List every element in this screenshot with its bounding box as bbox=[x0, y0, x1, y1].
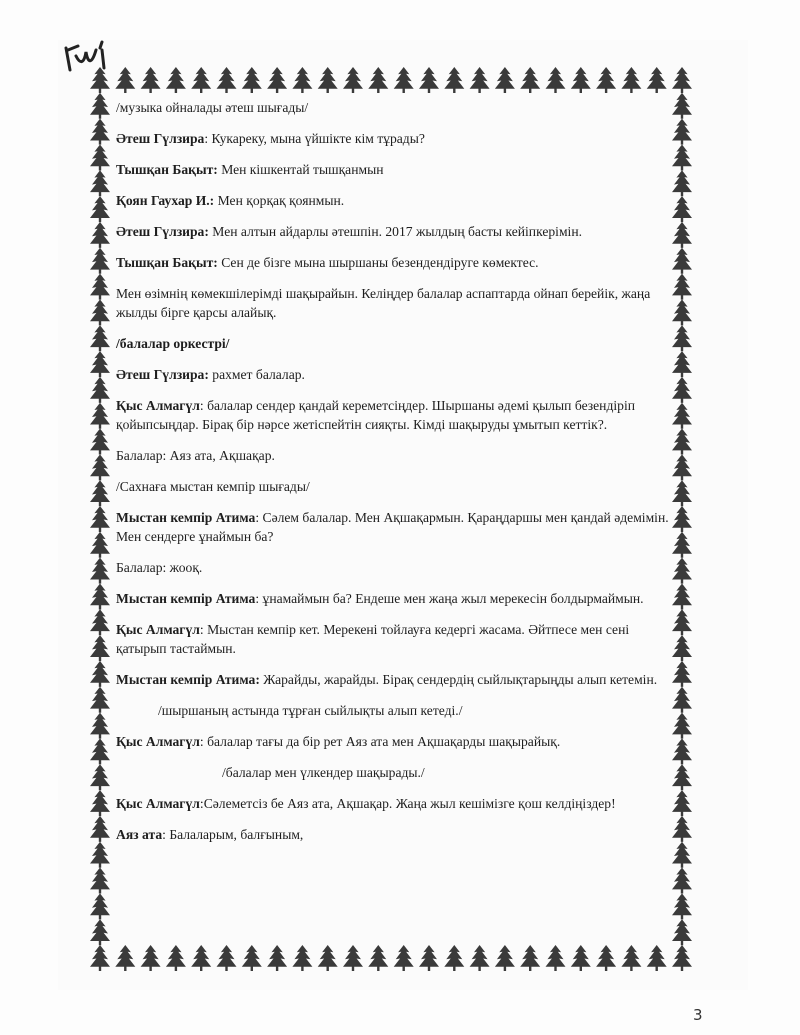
fir-tree-icon bbox=[343, 945, 363, 971]
dialogue-line bbox=[116, 794, 674, 813]
fir-tree-icon bbox=[672, 429, 692, 455]
fir-tree-icon bbox=[672, 558, 692, 584]
fir-tree-icon bbox=[318, 67, 338, 93]
fir-tree-icon bbox=[596, 945, 616, 971]
dialogue-line bbox=[116, 589, 674, 608]
fir-tree-icon bbox=[419, 67, 439, 93]
fir-tree-icon bbox=[90, 480, 110, 506]
fir-tree-icon bbox=[90, 196, 110, 222]
line-text: Мен алтын айдарлы әтешпін. 2017 жылдың басты кейіпкерімін. bbox=[212, 224, 583, 239]
separator: : bbox=[255, 510, 263, 525]
separator: : bbox=[199, 734, 208, 749]
fir-tree-icon bbox=[90, 764, 110, 790]
dialogue-line bbox=[116, 191, 674, 210]
dialogue-line bbox=[116, 732, 674, 751]
fir-tree-icon bbox=[90, 403, 110, 429]
fir-tree-icon bbox=[520, 945, 540, 971]
speaker-name: Тышқан Бақыт: bbox=[116, 255, 218, 270]
fir-tree-icon bbox=[90, 454, 110, 480]
line-text: Мыстан кемпір кет. Мерекені тойлауға кедергі жасама. Әйтпесе мен сені қатырып тастаймын. bbox=[116, 622, 630, 656]
fir-tree-icon bbox=[267, 67, 287, 93]
speaker-name: Мыстан кемпір Атима: bbox=[116, 672, 260, 687]
fir-tree-icon bbox=[672, 325, 692, 351]
fir-tree-icon bbox=[520, 67, 540, 93]
fir-tree-icon bbox=[191, 945, 211, 971]
fir-tree-icon bbox=[394, 945, 414, 971]
fir-tree-icon bbox=[166, 945, 186, 971]
fir-tree-icon bbox=[90, 429, 110, 455]
separator: : bbox=[199, 622, 208, 637]
speaker-name: Мыстан кемпір Атима bbox=[116, 510, 256, 525]
page-number: 3 bbox=[693, 1006, 703, 1024]
fir-tree-icon bbox=[470, 945, 490, 971]
line-text: Мен қорқақ қоянмын. bbox=[217, 193, 345, 208]
fir-tree-icon bbox=[242, 67, 262, 93]
fir-tree-icon bbox=[672, 919, 692, 945]
fir-tree-icon bbox=[470, 67, 490, 93]
fir-tree-icon bbox=[90, 145, 110, 171]
fir-tree-icon bbox=[596, 67, 616, 93]
line-text: /балалар мен үлкендер шақырады./ bbox=[222, 765, 425, 780]
fir-tree-icon bbox=[90, 661, 110, 687]
fir-tree-icon bbox=[495, 945, 515, 971]
fir-tree-icon bbox=[672, 893, 692, 919]
dialogue-line bbox=[116, 825, 674, 844]
fir-tree-icon bbox=[672, 67, 692, 93]
speaker-name: Қыс Алмагүл bbox=[116, 398, 200, 413]
line-text: /Сахнаға мыстан кемпір шығады/ bbox=[116, 479, 310, 494]
fir-tree-icon bbox=[90, 919, 110, 945]
separator: : bbox=[204, 131, 212, 146]
fir-tree-icon bbox=[191, 67, 211, 93]
fir-tree-icon bbox=[672, 609, 692, 635]
dialogue-line bbox=[116, 763, 674, 782]
fir-tree-icon bbox=[90, 506, 110, 532]
fir-tree-icon bbox=[90, 377, 110, 403]
fir-tree-icon bbox=[267, 945, 287, 971]
fir-tree-icon bbox=[318, 945, 338, 971]
fir-tree-icon bbox=[115, 945, 135, 971]
fir-tree-icon bbox=[672, 93, 692, 119]
fir-tree-icon bbox=[217, 945, 237, 971]
fir-tree-icon bbox=[672, 377, 692, 403]
fir-tree-icon bbox=[141, 67, 161, 93]
fir-tree-icon bbox=[672, 480, 692, 506]
dialogue-line bbox=[116, 701, 674, 720]
fir-tree-icon bbox=[672, 790, 692, 816]
fir-tree-icon bbox=[90, 299, 110, 325]
fir-tree-icon bbox=[672, 506, 692, 532]
dialogue-line bbox=[116, 365, 674, 384]
line-text: Балалар: Аяз ата, Ақшақар. bbox=[116, 448, 275, 463]
fir-tree-icon bbox=[672, 351, 692, 377]
line-text: ұнамаймын ба? Ендеше мен жаңа жыл мерекесін болдырмаймын. bbox=[262, 591, 644, 606]
dialogue-line bbox=[116, 620, 674, 658]
fir-tree-icon bbox=[90, 222, 110, 248]
line-text: Сәлем балалар. Мен Ақшақармын. Қараңдаршы мен қандай әдемімін. Мен сендерге ұнаймын ба? bbox=[116, 510, 669, 544]
fir-tree-icon bbox=[672, 661, 692, 687]
fir-tree-icon bbox=[647, 67, 667, 93]
speaker-name: Қыс Алмагүл bbox=[116, 734, 200, 749]
fir-tree-icon bbox=[90, 532, 110, 558]
fir-tree-icon bbox=[621, 945, 641, 971]
separator: : bbox=[199, 796, 204, 811]
fir-tree-icon bbox=[242, 945, 262, 971]
fir-tree-icon bbox=[672, 532, 692, 558]
fir-tree-icon bbox=[444, 67, 464, 93]
speaker-name: Қоян Гаухар И.: bbox=[116, 193, 215, 208]
dialogue-line bbox=[116, 670, 674, 689]
fir-tree-icon bbox=[90, 325, 110, 351]
fir-tree-icon bbox=[672, 274, 692, 300]
fir-tree-icon bbox=[672, 119, 692, 145]
line-text: Сен де бізге мына шыршаны безендендіруге көмектес. bbox=[221, 255, 539, 270]
line-text: рахмет балалар. bbox=[212, 367, 305, 382]
fir-tree-icon bbox=[672, 687, 692, 713]
dialogue-line bbox=[116, 129, 674, 148]
speaker-name: Қыс Алмагүл bbox=[116, 622, 200, 637]
fir-tree-icon bbox=[419, 945, 439, 971]
fir-tree-icon bbox=[217, 67, 237, 93]
speaker-name: Әтеш Гүлзира: bbox=[116, 367, 209, 382]
fir-tree-icon bbox=[672, 945, 692, 971]
fir-tree-icon bbox=[571, 67, 591, 93]
fir-tree-icon bbox=[292, 67, 312, 93]
speaker-name: Әтеш Гүлзира bbox=[116, 131, 205, 146]
separator: : bbox=[199, 398, 208, 413]
fir-tree-icon bbox=[90, 274, 110, 300]
fir-tree-icon bbox=[90, 687, 110, 713]
line-text: Жарайды, жарайды. Бірақ сендердің сыйлықтарыңды алып кетемін. bbox=[263, 672, 658, 687]
fir-tree-icon bbox=[90, 351, 110, 377]
separator: : bbox=[255, 591, 263, 606]
separator: : bbox=[162, 827, 170, 842]
fir-tree-icon bbox=[672, 635, 692, 661]
dialogue-line bbox=[116, 253, 674, 272]
fir-tree-icon bbox=[546, 945, 566, 971]
dialogue-line bbox=[116, 222, 674, 241]
line-text: /музыка ойналады әтеш шығады/ bbox=[116, 100, 309, 115]
line-text: Мен кішкентай тышқанмын bbox=[221, 162, 384, 177]
fir-tree-icon bbox=[444, 945, 464, 971]
fir-tree-icon bbox=[368, 945, 388, 971]
line-text: Балаларым, балғыным, bbox=[169, 827, 304, 842]
line-text: балалар тағы да бір рет Аяз ата мен Ақшақарды шақырайық. bbox=[207, 734, 561, 749]
fir-tree-icon bbox=[90, 816, 110, 842]
fir-tree-icon bbox=[141, 945, 161, 971]
fir-tree-icon bbox=[672, 299, 692, 325]
dialogue-line bbox=[116, 98, 674, 117]
fir-tree-icon bbox=[90, 584, 110, 610]
fir-tree-icon bbox=[90, 119, 110, 145]
fir-tree-icon bbox=[672, 764, 692, 790]
fir-tree-icon bbox=[90, 609, 110, 635]
line-text: /шыршаның астында тұрған сыйлықты алып кетеді./ bbox=[158, 703, 463, 718]
line-text: балалар сендер қандай кереметсіңдер. Шыршаны әдемі қылып безендіріп қойыпсыңдар. Бірақ бір нәрсе жетіспейтін сияқты. Кімді шақыруды ұмытып кеттік?. bbox=[116, 398, 635, 432]
speaker-name: Тышқан Бақыт: bbox=[116, 162, 218, 177]
dialogue-line bbox=[116, 284, 674, 322]
fir-tree-icon bbox=[90, 945, 110, 971]
dialogue-line bbox=[116, 160, 674, 179]
fir-tree-icon bbox=[672, 454, 692, 480]
fir-tree-icon bbox=[672, 403, 692, 429]
fir-tree-icon bbox=[571, 945, 591, 971]
fir-tree-icon bbox=[672, 196, 692, 222]
fir-tree-icon bbox=[343, 67, 363, 93]
dialogue-line bbox=[116, 558, 674, 577]
speaker-name: Қыс Алмагүл bbox=[116, 796, 200, 811]
line-text: Мен өзімнің көмекшілерімді шақырайын. Келіңдер балалар аспаптарда ойнап берейік, жаңа жылды бірге қарсы алайық. bbox=[116, 286, 651, 320]
fir-tree-icon bbox=[90, 738, 110, 764]
fir-tree-icon bbox=[90, 868, 110, 894]
script-text bbox=[116, 98, 674, 856]
handwritten-mark bbox=[62, 38, 122, 78]
fir-tree-icon bbox=[90, 93, 110, 119]
fir-tree-icon bbox=[672, 738, 692, 764]
fir-tree-icon bbox=[672, 584, 692, 610]
fir-tree-icon bbox=[90, 248, 110, 274]
speaker-name: Аяз ата bbox=[116, 827, 163, 842]
speaker-name: Әтеш Гүлзира: bbox=[116, 224, 209, 239]
dialogue-line bbox=[116, 396, 674, 434]
fir-tree-icon bbox=[90, 558, 110, 584]
fir-tree-icon bbox=[166, 67, 186, 93]
fir-tree-icon bbox=[672, 842, 692, 868]
fir-tree-icon bbox=[672, 868, 692, 894]
fir-tree-icon bbox=[368, 67, 388, 93]
dialogue-line bbox=[116, 334, 674, 353]
speaker-name: /балалар оркестрі/ bbox=[116, 336, 230, 351]
fir-tree-icon bbox=[90, 790, 110, 816]
dialogue-line bbox=[116, 446, 674, 465]
fir-tree-icon bbox=[495, 67, 515, 93]
fir-tree-icon bbox=[621, 67, 641, 93]
dialogue-line bbox=[116, 477, 674, 496]
fir-tree-icon bbox=[546, 67, 566, 93]
fir-tree-icon bbox=[90, 713, 110, 739]
fir-tree-icon bbox=[672, 222, 692, 248]
line-text: Балалар: жооқ. bbox=[116, 560, 203, 575]
fir-tree-icon bbox=[672, 816, 692, 842]
line-text: Кукареку, мына үйшікте кім тұрады? bbox=[211, 131, 425, 146]
fir-tree-icon bbox=[672, 248, 692, 274]
fir-tree-icon bbox=[647, 945, 667, 971]
fir-tree-icon bbox=[394, 67, 414, 93]
fir-tree-icon bbox=[90, 893, 110, 919]
fir-tree-icon bbox=[90, 842, 110, 868]
line-text: Сәлеметсіз бе Аяз ата, Ақшақар. Жаңа жыл кешімізге қош келдіңіздер! bbox=[203, 796, 616, 811]
dialogue-line bbox=[116, 508, 674, 546]
fir-tree-icon bbox=[90, 170, 110, 196]
fir-tree-icon bbox=[672, 170, 692, 196]
fir-tree-icon bbox=[292, 945, 312, 971]
fir-tree-icon bbox=[672, 145, 692, 171]
fir-tree-icon bbox=[90, 635, 110, 661]
speaker-name: Мыстан кемпір Атима bbox=[116, 591, 256, 606]
fir-tree-icon bbox=[672, 713, 692, 739]
